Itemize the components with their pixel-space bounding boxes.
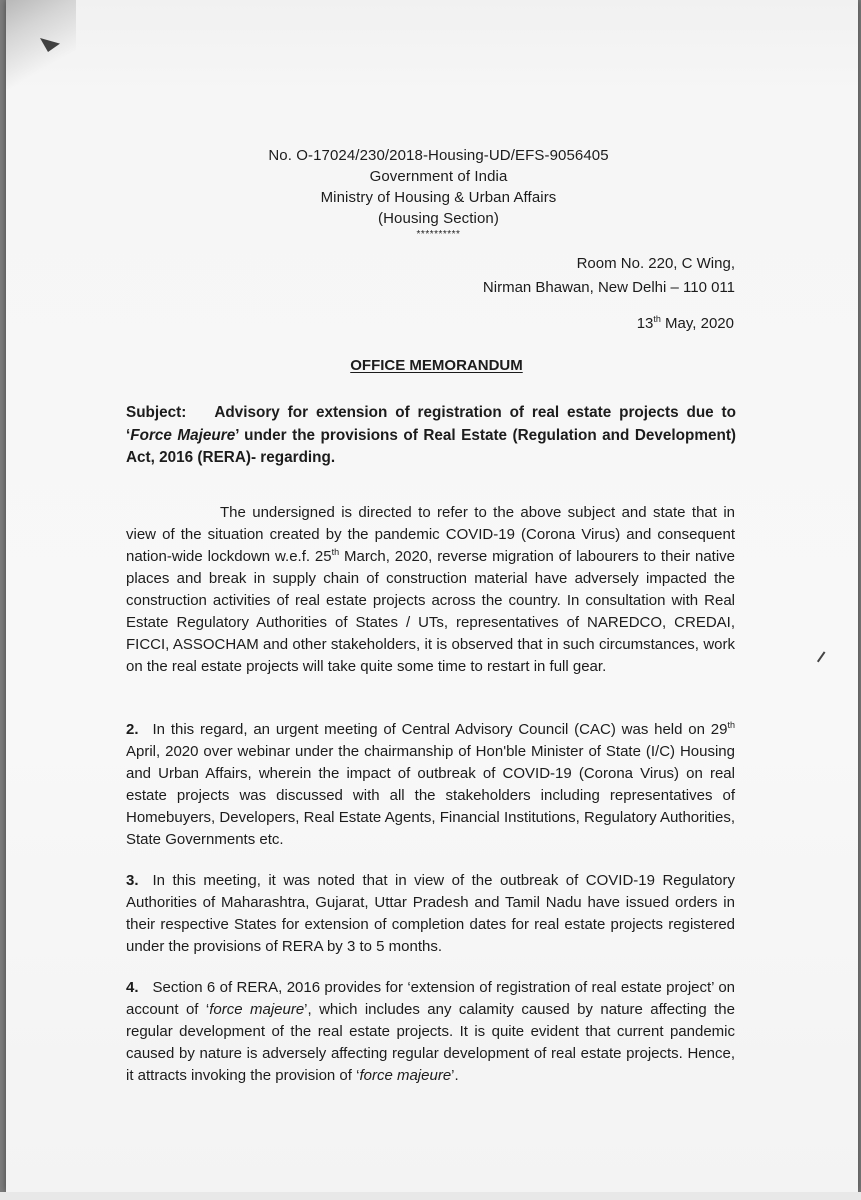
paragraph-4 xyxy=(126,977,735,1087)
memo-date xyxy=(637,314,734,332)
p2-text-a: In this regard, an urgent meeting of Central Advisory Council (CAC) was held on 29 xyxy=(152,721,728,738)
p2-text-b: April, 2020 over webinar under the chairmanship of Hon'ble Minister of State (I/C) Housing and Urban Affairs, wherein the impact of outbreak of COVID-19 (Corona Virus) on real estate projects was discussed with all the stakeholders including representatives of Homebuyers, Developers, Real Estate Agents, Financial Institutions, Regulatory Authorities, State Governments etc. xyxy=(126,743,735,848)
p2-number: 2. xyxy=(126,721,139,738)
subject-label: Subject: xyxy=(126,404,187,421)
section-name: (Housing Section) xyxy=(378,210,499,227)
office-address xyxy=(483,252,735,300)
page-edge xyxy=(0,1192,861,1200)
p4-text-c: ’. xyxy=(451,1067,459,1084)
p4-italic-2: force majeure xyxy=(359,1067,452,1084)
p1-text-b: March, 2020, reverse migration of labourers to their native places and break in supply chain of construction material have adversely impacted the construction activities of real estate projects across the country. In consultation with Real Estate Regulatory Authorities of States / UTs, representatives of NAREDCO, CREDAI, FICCI, ASSOCHAM and other stakeholders, it is observed that in such circumstances, work on the real estate projects will take quite some time to restart in full gear. xyxy=(126,548,735,675)
paragraph-2 xyxy=(126,719,735,851)
p3-text: In this meeting, it was noted that in view of the outbreak of COVID-19 Regulatory Authorities of Maharashtra, Gujarat, Uttar Pradesh and Tamil Nadu have issued orders in their respective States for extension of completion dates for real estate projects registered under the provisions of RERA by 3 to 5 months. xyxy=(126,872,735,955)
date-rest: May, 2020 xyxy=(660,315,734,332)
subject-text-2: ’ under the provisions of Real Estate (Regulation and Development) Act, 2016 (RERA)- regarding. xyxy=(126,426,737,466)
folded-corner xyxy=(6,0,76,90)
subject-block xyxy=(126,402,736,470)
p4-text-b: ’, which includes any calamity caused by nature affecting the regular development of the real estate projects. It is quite evident that current pandemic caused by nature is adversely affecting regular development of real estate projects. Hence, it attracts invoking the provision of ‘ xyxy=(126,1001,735,1084)
ministry-name: Ministry of Housing & Urban Affairs xyxy=(320,189,557,206)
letterhead xyxy=(0,145,861,241)
government-name: Government of India xyxy=(369,168,508,185)
subject-italic: Force Majeure xyxy=(130,426,236,444)
paragraph-1 xyxy=(126,502,735,678)
p1-sup: th xyxy=(331,547,340,557)
date-day: 13 xyxy=(636,315,654,332)
date-suffix: th xyxy=(653,314,661,324)
address-line-2: Nirman Bhawan, New Delhi – 110 011 xyxy=(482,279,735,296)
paragraph-3 xyxy=(126,870,735,958)
p1-text-a: The undersigned is directed to refer to the above subject and state that in view of the situation created by the pandemic COVID-19 (Corona Virus) and consequent nation-wide lockdown w.e.f. 25 xyxy=(126,504,735,565)
memo-title: OFFICE MEMORANDUM xyxy=(350,357,523,374)
address-line-1: Room No. 220, C Wing, xyxy=(576,255,735,272)
subject-text-1: Advisory for extension of registration of real estate projects due to ‘ xyxy=(126,404,736,444)
p4-italic-1: force majeure xyxy=(209,1001,305,1018)
separator-stars: ********** xyxy=(416,229,461,240)
p3-number: 3. xyxy=(126,872,139,889)
file-number: No. O-17024/230/2018-Housing-UD/EFS-9056405 xyxy=(268,147,609,164)
p4-text-a: Section 6 of RERA, 2016 provides for ‘extension of registration of real estate project’ on account of ‘ xyxy=(126,979,735,1018)
p2-sup: th xyxy=(727,720,735,730)
p4-number: 4. xyxy=(126,979,139,996)
